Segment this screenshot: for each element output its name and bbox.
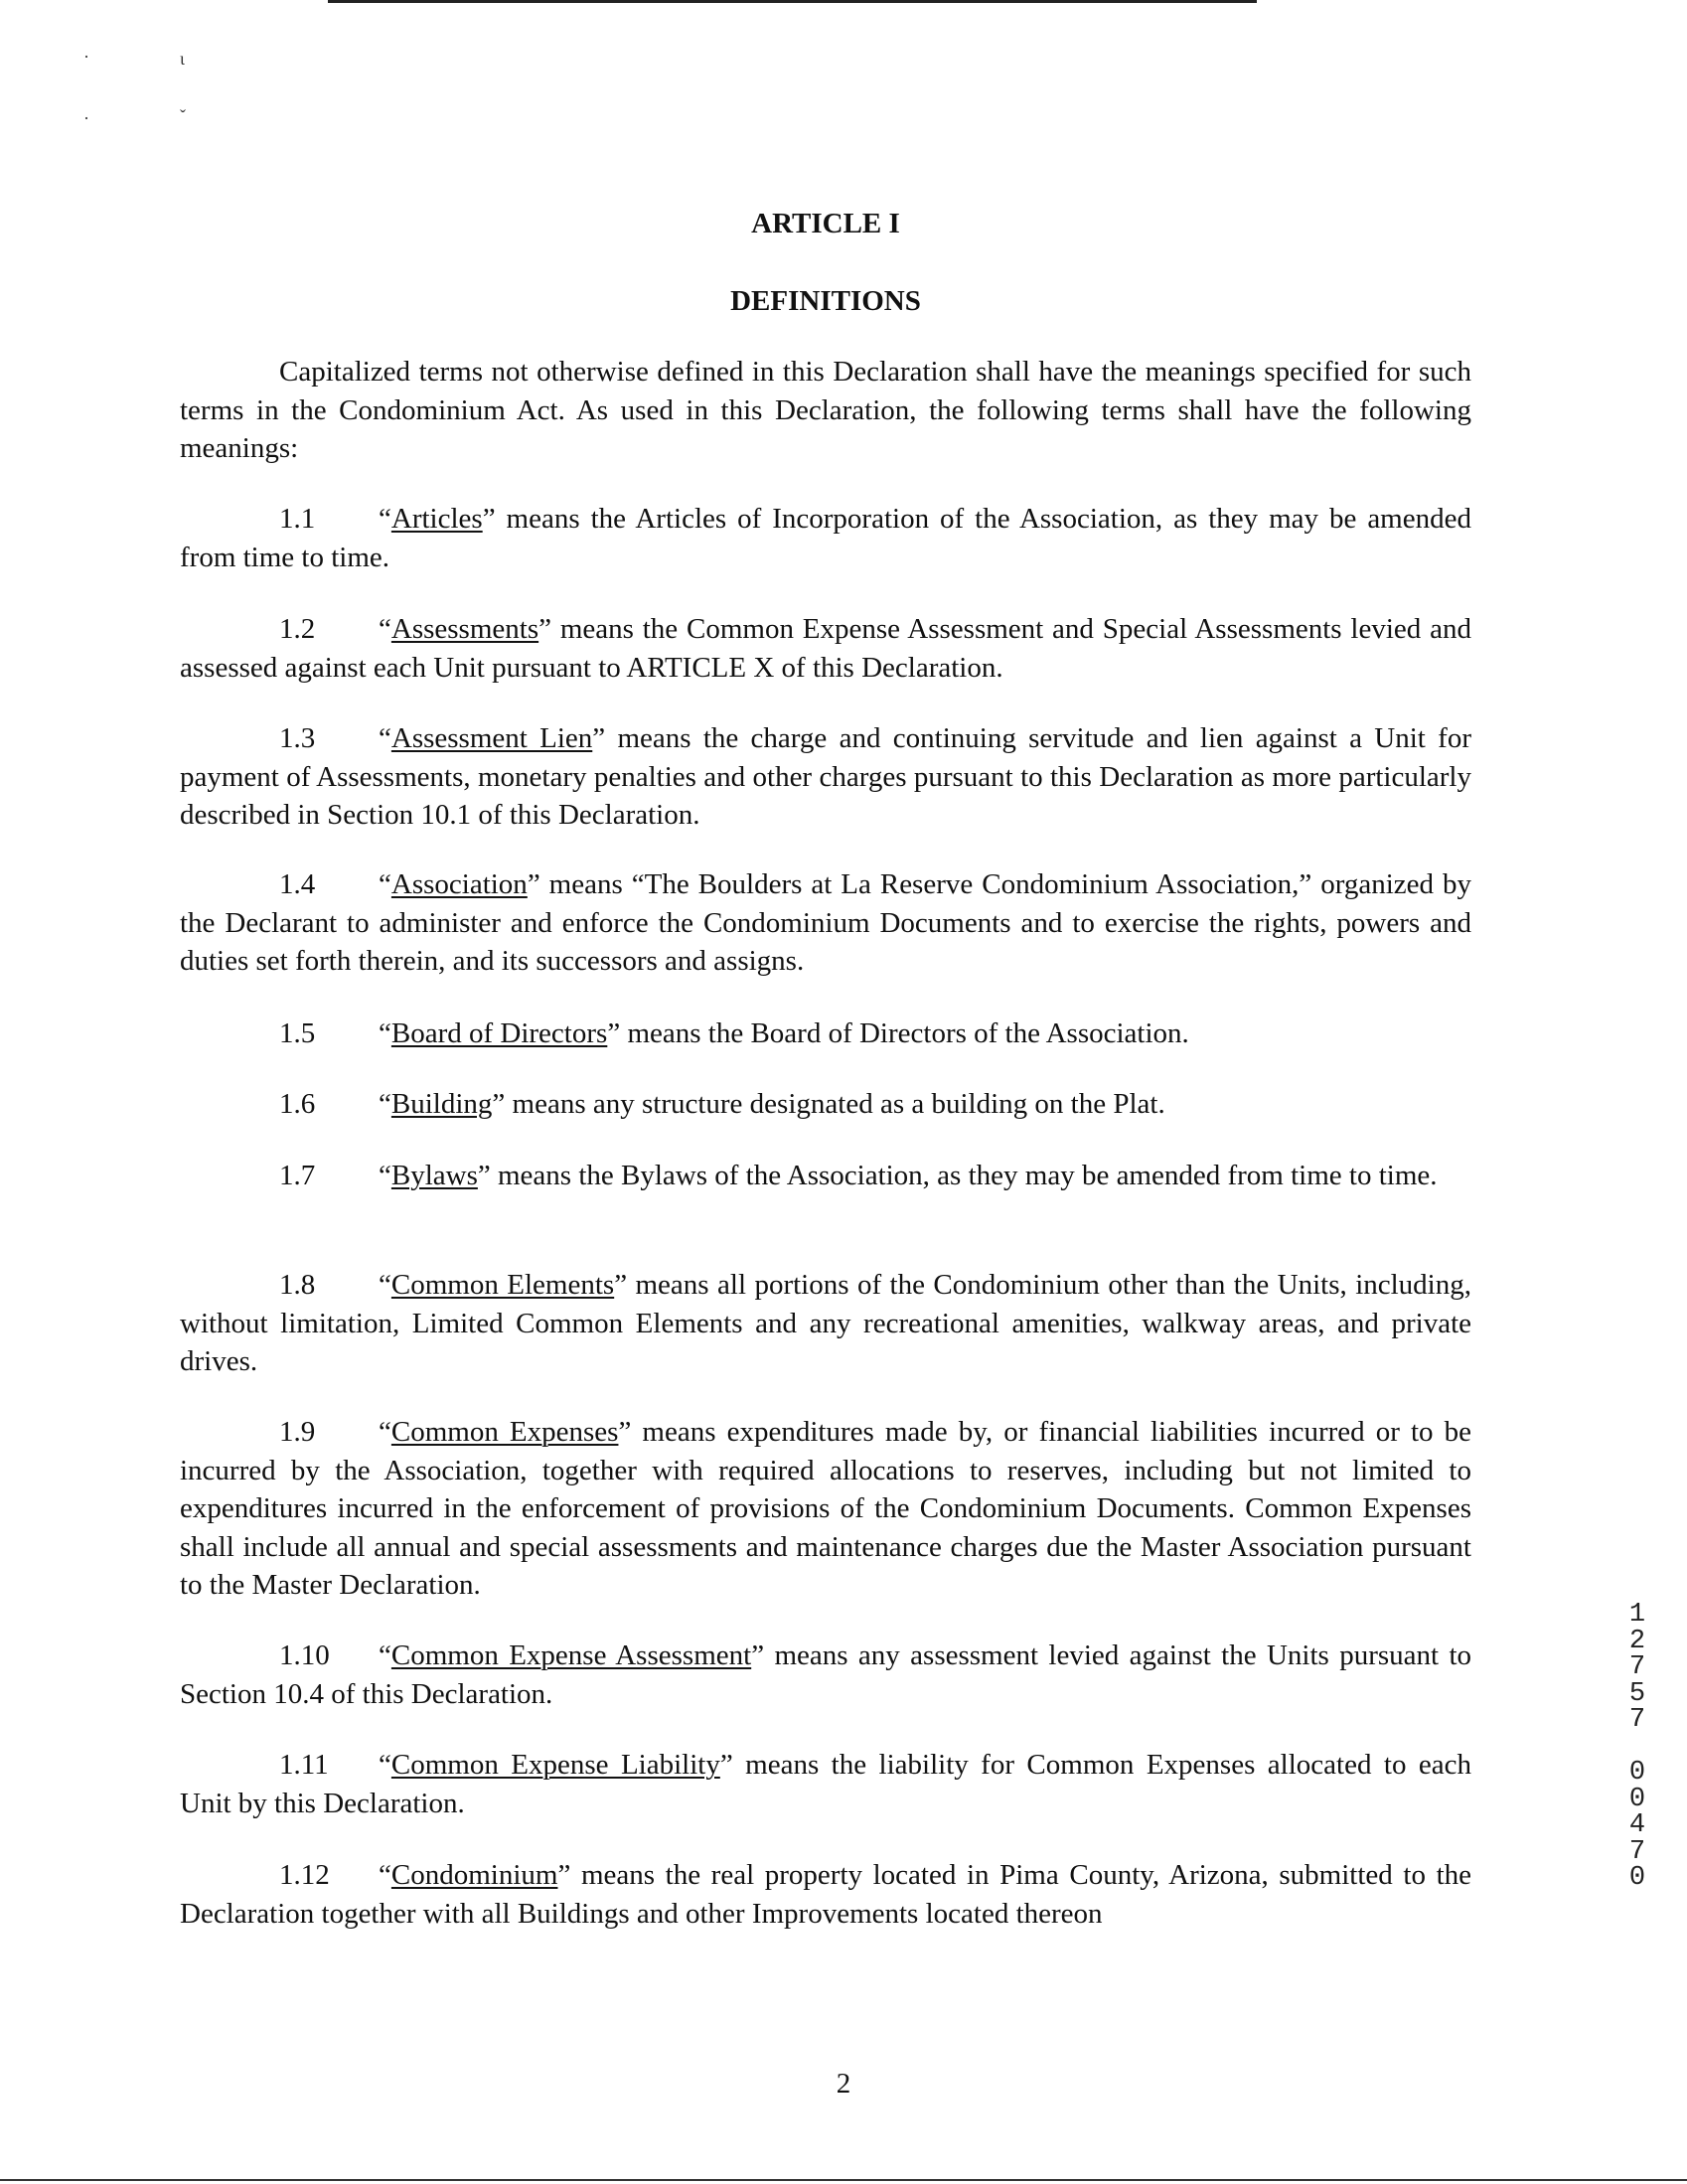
defined-term: Bylaws (390, 1160, 478, 1191)
scan-speck: ˇ (180, 106, 186, 126)
article-heading: ARTICLE I (751, 208, 900, 239)
defined-term: Condominium (390, 1859, 558, 1891)
definition-item: 1.12 “Condominium” means the real property located in Pima County, Arizona, submitted to the Declaration together with all Buildings and other Improvements located thereon (180, 1859, 1471, 1930)
defined-term: Common Expense Liability (390, 1749, 720, 1781)
definition-item: 1.2 “Assessments” means the Common Expense Assessment and Special Assessments levied and assessed against each Unit pursuant to ARTICLE X of this Declaration. (180, 613, 1471, 684)
definition-item: 1.9 “Common Expenses” means expenditures made by, or financial liabilities incurred or to be incurred by the Association, together with required allocations to reserves, including but not limited to expenditures incurred in the enforcement of provisions of the Condominium Documents. Common Expenses shall include all annual and special assessments and maintenance charges due the Master Association pursuant to the Master Declaration. (180, 1416, 1471, 1601)
definition-item: 1.6 “Building” means any structure designated as a building on the Plat. (279, 1088, 1165, 1120)
defined-term: Common Expense Assessment (390, 1639, 752, 1671)
recording-number: 1 2 7 5 7 0 0 4 7 0 (1628, 1600, 1646, 1893)
top-scan-rule (328, 0, 1257, 3)
section-title: DEFINITIONS (730, 285, 921, 317)
defined-term: Common Expenses (390, 1416, 619, 1448)
page-number: 2 (836, 2068, 851, 2100)
defined-term: Articles (390, 503, 483, 535)
definition-item: 1.7 “Bylaws” means the Bylaws of the Association, as they may be amended from time to time. (279, 1160, 1438, 1191)
definition-item: 1.8 “Common Elements” means all portions of the Condominium other than the Units, including, without limitation, Limited Common Elements and any recreational amenities, walkway areas, and private drives. (180, 1269, 1471, 1377)
definition-item: 1.4 “Association” means “The Boulders at La Reserve Condominium Association,” organized by the Declarant to administer and enforce the Condominium Documents and to exercise the rights, powers and duties set forth therein, and its successors and assigns. (180, 868, 1471, 977)
definition-item: 1.5 “Board of Directors” means the Board of Directors of the Association. (279, 1017, 1189, 1049)
scan-speck: · (83, 47, 89, 67)
defined-term: Board of Directors (390, 1017, 608, 1049)
defined-term: Assessment Lien (390, 722, 593, 754)
defined-term: Association (390, 868, 528, 900)
definition-item: 1.1 “Articles” means the Articles of Incorporation of the Association, as they may be amended from time to time. (180, 503, 1471, 573)
defined-term: Assessments (390, 613, 539, 645)
bottom-scan-rule (0, 2179, 1687, 2181)
defined-term: Common Elements (390, 1269, 615, 1301)
definition-item: 1.11 “Common Expense Liability” means the liability for Common Expenses allocated to each Unit by this Declaration. (180, 1749, 1471, 1819)
defined-term: Building (390, 1088, 493, 1120)
scan-speck: ι (180, 49, 185, 69)
definition-item: 1.10 “Common Expense Assessment” means any assessment levied against the Units pursuant to Section 10.4 of this Declaration. (180, 1639, 1472, 1710)
definition-item: 1.3 “Assessment Lien” means the charge and continuing servitude and lien against a Unit for payment of Assessments, monetary penalties and other charges pursuant to this Declaration as more particularly described in Section 10.1 of this Declaration. (180, 722, 1471, 831)
intro-paragraph: Capitalized terms not otherwise defined in this Declaration shall have the meanings specified for such terms in the Condominium Act. As used in this Declaration, the following terms shall have the following meanings: (180, 356, 1471, 464)
scan-speck: · (83, 108, 89, 128)
